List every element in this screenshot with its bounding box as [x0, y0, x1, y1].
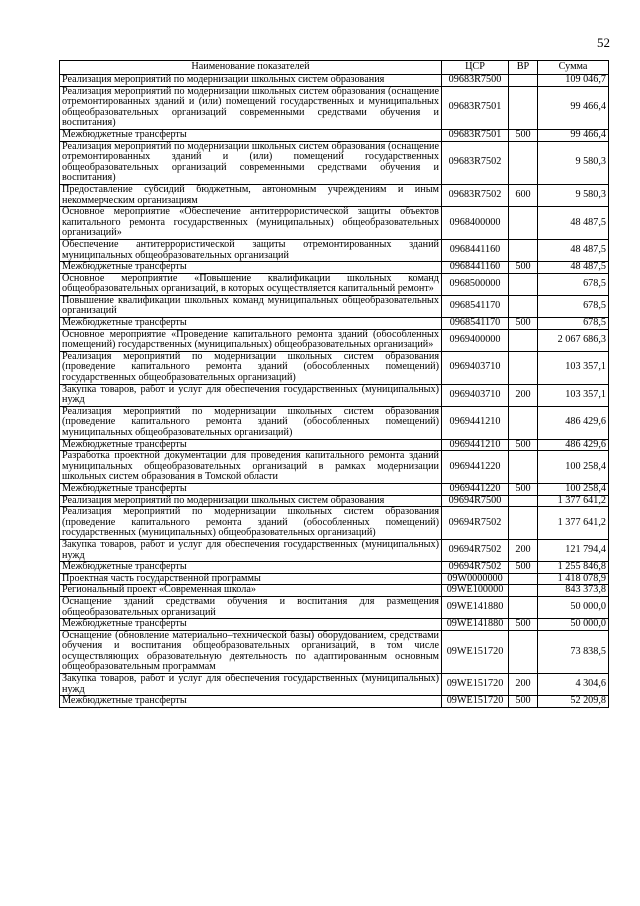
header-vr: ВР [509, 61, 538, 75]
cell-sum: 1 377 641,2 [538, 507, 609, 540]
cell-sum: 52 209,8 [538, 696, 609, 708]
cell-vr: 500 [509, 483, 538, 495]
cell-csr: 09683R7501 [442, 129, 509, 141]
cell-sum: 99 466,4 [538, 86, 609, 129]
table-row [60, 674, 609, 696]
table-body [60, 75, 609, 708]
table-row [60, 573, 609, 585]
cell-sum: 100 258,4 [538, 451, 609, 484]
cell-csr: 0968500000 [442, 273, 509, 295]
cell-name: Межбюджетные трансферты [60, 318, 442, 330]
cell-name: Проектная часть государственной программы [60, 573, 442, 585]
cell-csr: 0969441220 [442, 451, 509, 484]
table-row [60, 295, 609, 317]
cell-vr: 200 [509, 674, 538, 696]
cell-csr: 0969441210 [442, 439, 509, 451]
cell-name: Реализация мероприятий по модернизации школьных систем образования [60, 495, 442, 507]
cell-sum: 103 357,1 [538, 351, 609, 384]
cell-name: Оснащение зданий средствами обучения и воспитания для размещения общеобразовательных организаций [60, 596, 442, 618]
cell-vr: 500 [509, 439, 538, 451]
cell-csr: 09WE151720 [442, 696, 509, 708]
table-row [60, 451, 609, 484]
cell-name: Разработка проектной документации для проведения капитального ремонта зданий муниципальных общеобразовательных организаций в рамках модернизации школьных систем образования в Томской области [60, 451, 442, 484]
table-row [60, 351, 609, 384]
cell-vr [509, 86, 538, 129]
table-row [60, 129, 609, 141]
table-row [60, 384, 609, 406]
table-row [60, 585, 609, 597]
cell-name: Межбюджетные трансферты [60, 262, 442, 274]
cell-sum: 486 429,6 [538, 406, 609, 439]
cell-sum: 48 487,5 [538, 207, 609, 240]
cell-sum: 48 487,5 [538, 262, 609, 274]
cell-sum: 9 580,3 [538, 184, 609, 206]
cell-name: Межбюджетные трансферты [60, 129, 442, 141]
cell-csr: 09WE151720 [442, 674, 509, 696]
table-row [60, 239, 609, 261]
cell-vr [509, 630, 538, 673]
cell-csr: 09WE100000 [442, 585, 509, 597]
cell-csr: 0969400000 [442, 329, 509, 351]
cell-name: Межбюджетные трансферты [60, 483, 442, 495]
cell-sum: 4 304,6 [538, 674, 609, 696]
cell-sum: 1 418 078,9 [538, 573, 609, 585]
cell-csr: 09WE151720 [442, 630, 509, 673]
cell-csr: 09694R7502 [442, 539, 509, 561]
table-row [60, 329, 609, 351]
table-row [60, 439, 609, 451]
cell-vr: 600 [509, 184, 538, 206]
cell-sum: 1 255 846,8 [538, 562, 609, 574]
cell-vr: 500 [509, 262, 538, 274]
cell-sum: 678,5 [538, 273, 609, 295]
table-row [60, 318, 609, 330]
cell-vr [509, 351, 538, 384]
cell-csr: 09W0000000 [442, 573, 509, 585]
cell-name: Реализация мероприятий по модернизации школьных систем образования (проведение капитального ремонта зданий (обособленных помещений) муниципальных общеобразовательных организаций) [60, 406, 442, 439]
cell-name: Основное мероприятие «Обеспечение антитеррористической защиты объектов капитального ремонта государственных (муниципальных) общеобразовательных организаций» [60, 207, 442, 240]
table-row [60, 619, 609, 631]
cell-name: Закупка товаров, работ и услуг для обеспечения государственных (муниципальных) нужд [60, 674, 442, 696]
cell-name: Межбюджетные трансферты [60, 619, 442, 631]
cell-name: Реализация мероприятий по модернизации школьных систем образования [60, 75, 442, 87]
cell-sum: 9 580,3 [538, 141, 609, 184]
cell-name: Региональный проект «Современная школа» [60, 585, 442, 597]
table-row [60, 141, 609, 184]
cell-sum: 50 000,0 [538, 619, 609, 631]
table-row [60, 86, 609, 129]
table-row [60, 262, 609, 274]
cell-name: Закупка товаров, работ и услуг для обеспечения государственных (муниципальных) нужд [60, 539, 442, 561]
cell-vr [509, 207, 538, 240]
cell-csr: 0969441210 [442, 406, 509, 439]
table-row [60, 539, 609, 561]
cell-sum: 678,5 [538, 295, 609, 317]
cell-csr: 0968541170 [442, 295, 509, 317]
cell-name: Межбюджетные трансферты [60, 562, 442, 574]
cell-csr: 09WE141880 [442, 596, 509, 618]
cell-vr [509, 495, 538, 507]
cell-sum: 843 373,8 [538, 585, 609, 597]
cell-sum: 109 046,7 [538, 75, 609, 87]
cell-name: Основное мероприятие «Повышение квалификации школьных команд общеобразовательных организаций, в которых осуществляется капитальный ремонт» [60, 273, 442, 295]
cell-sum: 486 429,6 [538, 439, 609, 451]
cell-name: Основное мероприятие «Проведение капитального ремонта зданий (обособленных помещений) государственных (муниципальных) общеобразовательных организаций» [60, 329, 442, 351]
table-row [60, 562, 609, 574]
cell-vr [509, 75, 538, 87]
cell-vr: 200 [509, 539, 538, 561]
cell-csr: 09683R7502 [442, 141, 509, 184]
cell-vr [509, 406, 538, 439]
cell-csr: 0969403710 [442, 351, 509, 384]
cell-name: Реализация мероприятий по модернизации школьных систем образования (оснащение отремонтированных зданий и (или) помещений государственных и муниципальных общеобразовательных организаций современными средствами обучения и воспитания) [60, 86, 442, 129]
cell-name: Реализация мероприятий по модернизации школьных систем образования (оснащение отремонтированных зданий и (или) помещений государственных общеобразовательных организаций современными средствами обучения и воспитания) [60, 141, 442, 184]
table-row [60, 184, 609, 206]
cell-sum: 121 794,4 [538, 539, 609, 561]
cell-csr: 0968441160 [442, 262, 509, 274]
cell-sum: 678,5 [538, 318, 609, 330]
cell-csr: 09694R7502 [442, 507, 509, 540]
header-sum: Сумма [538, 61, 609, 75]
cell-vr: 500 [509, 619, 538, 631]
cell-csr: 09694R7502 [442, 562, 509, 574]
cell-name: Оснащение (обновление материально–технической базы) оборудованием, средствами обучения и воспитания общеобразовательных организаций, в том числе осуществляющих образовательную деятельность по адаптированным основным общеобразовательным программам [60, 630, 442, 673]
cell-vr: 500 [509, 129, 538, 141]
cell-csr: 0968400000 [442, 207, 509, 240]
cell-vr [509, 239, 538, 261]
cell-csr: 0969403710 [442, 384, 509, 406]
budget-table [59, 60, 609, 708]
table-row [60, 507, 609, 540]
cell-name: Реализация мероприятий по модернизации школьных систем образования (проведение капитального ремонта зданий (обособленных помещений) государственных (муниципальных) общеобразовательных организаций) [60, 507, 442, 540]
table-row [60, 406, 609, 439]
cell-name: Закупка товаров, работ и услуг для обеспечения государственных (муниципальных) нужд [60, 384, 442, 406]
cell-name: Предоставление субсидий бюджетным, автономным учреждениям и иным некоммерческим организациям [60, 184, 442, 206]
cell-csr: 0968541170 [442, 318, 509, 330]
header-csr: ЦСР [442, 61, 509, 75]
cell-vr: 500 [509, 562, 538, 574]
cell-vr: 200 [509, 384, 538, 406]
cell-sum: 2 067 686,3 [538, 329, 609, 351]
cell-sum: 73 838,5 [538, 630, 609, 673]
cell-name: Повышение квалификации школьных команд муниципальных общеобразовательных организаций [60, 295, 442, 317]
cell-name: Межбюджетные трансферты [60, 696, 442, 708]
cell-csr: 09694R7500 [442, 495, 509, 507]
cell-vr [509, 573, 538, 585]
cell-vr [509, 596, 538, 618]
cell-csr: 0968441160 [442, 239, 509, 261]
cell-vr [509, 273, 538, 295]
cell-sum: 1 377 641,2 [538, 495, 609, 507]
cell-vr [509, 141, 538, 184]
table-header-row [60, 61, 609, 75]
table-row [60, 495, 609, 507]
cell-vr [509, 329, 538, 351]
table-row [60, 596, 609, 618]
cell-sum: 99 466,4 [538, 129, 609, 141]
cell-vr [509, 507, 538, 540]
cell-sum: 50 000,0 [538, 596, 609, 618]
cell-csr: 09683R7501 [442, 86, 509, 129]
cell-csr: 09683R7502 [442, 184, 509, 206]
table-row [60, 207, 609, 240]
cell-vr: 500 [509, 696, 538, 708]
cell-sum: 48 487,5 [538, 239, 609, 261]
cell-name: Реализация мероприятий по модернизации школьных систем образования (проведение капитального ремонта зданий (обособленных помещений) государственных общеобразовательных организаций) [60, 351, 442, 384]
cell-vr [509, 451, 538, 484]
cell-vr: 500 [509, 318, 538, 330]
cell-name: Обеспечение антитеррористической защиты отремонтированных зданий муниципальных общеобразовательных организаций [60, 239, 442, 261]
table-row [60, 273, 609, 295]
table-row [60, 630, 609, 673]
cell-name: Межбюджетные трансферты [60, 439, 442, 451]
table-row [60, 75, 609, 87]
header-name: Наименование показателей [60, 61, 442, 75]
cell-vr [509, 295, 538, 317]
cell-csr: 0969441220 [442, 483, 509, 495]
table-row [60, 696, 609, 708]
page-number: 52 [597, 35, 610, 50]
cell-csr: 09WE141880 [442, 619, 509, 631]
cell-sum: 103 357,1 [538, 384, 609, 406]
cell-sum: 100 258,4 [538, 483, 609, 495]
table-row [60, 483, 609, 495]
cell-vr [509, 585, 538, 597]
cell-csr: 09683R7500 [442, 75, 509, 87]
